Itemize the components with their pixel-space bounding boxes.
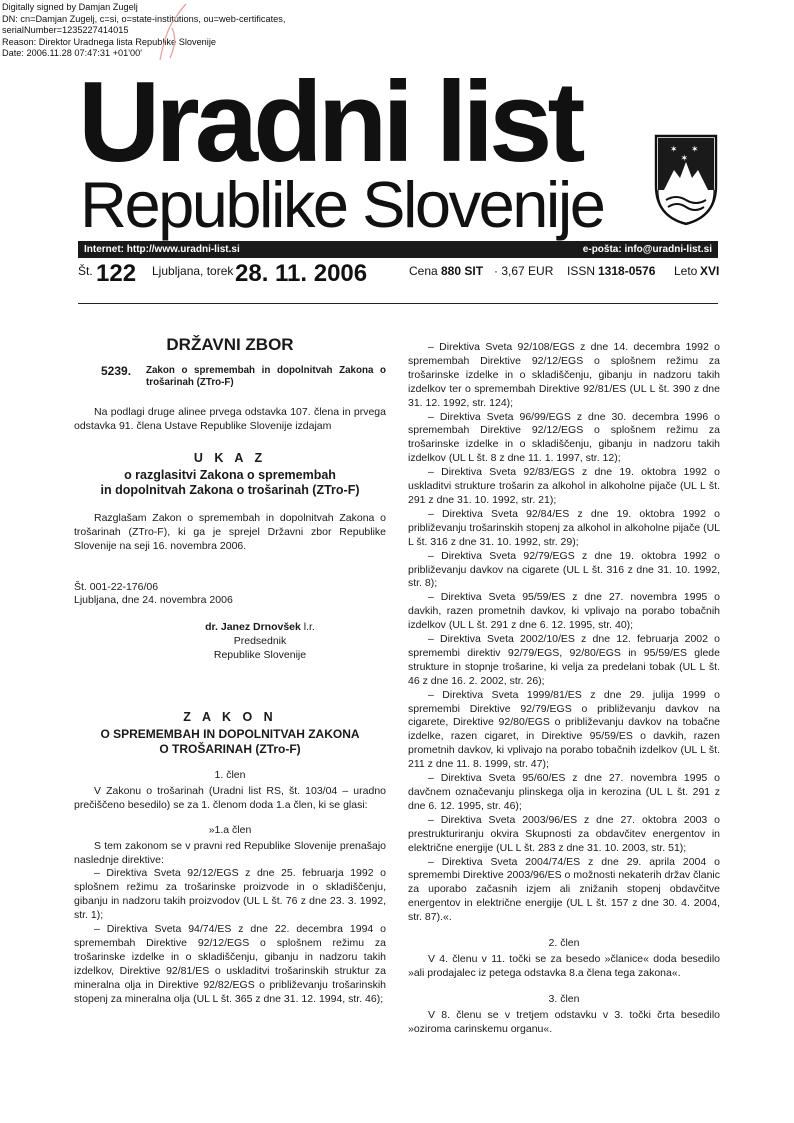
- directive-item: – Direktiva Sveta 92/79/EGS z dne 19. oktobra 1992 o približevanju davkov na cigarete (UL L št. 316 z dne 31. 10. 1992, str. 8);: [408, 549, 720, 590]
- signature-line: serialNumber=1235227414015: [2, 25, 129, 36]
- directive-item: – Direktiva Sveta 1999/81/ES z dne 29. julija 1999 o spremembi Direktive 92/79/EGS o približevanju davkov na cigarete, Direktive 92/80/EGS o približevanju davkov na tobačne izdelke, razen cigaret, in Direktive 95/59/ES o davkih, razen prometnih davkov, ki vplivajo na porabo tobačnih izdelkov (UL L št. 211 z dne 11. 8. 1999, str. 47);: [408, 688, 720, 771]
- signer-suffix: l.r.: [300, 621, 315, 634]
- reference-date: Ljubljana, dne 24. novembra 2006: [74, 594, 233, 607]
- digital-signature: [2, 2, 285, 60]
- right-column: [408, 341, 720, 1037]
- header-divider: [78, 303, 718, 304]
- act-title: Zakon o spremembah in dopolnitvah Zakona o trošarinah (ZTro-F): [146, 364, 386, 388]
- signature-line: DN: cn=Damjan Zugelj, c=si, o=state-institutions, ou=web-certificates,: [2, 13, 286, 24]
- directive-item: – Direktiva Sveta 92/108/EGS z dne 14. decembra 1992 o spremembah Direktive 92/12/EGS o splošnem režimu za trošarinske izdelke in o skladiščenju, gibanju in nadzoru takih izdelkov ter o spremembah Direktive 92/81/ES (UL L št. 390 z dne 31. 12. 1992, str. 124);: [408, 341, 720, 409]
- masthead-title: Uradni list: [78, 59, 581, 186]
- signature-line: Digitally signed by Damjan Zugelj: [2, 2, 138, 12]
- svg-text:✶: ✶: [670, 145, 678, 155]
- directive-item: – Direktiva Sveta 92/83/EGS z dne 19. oktobra 1992 o uskladitvi strukture trošarin za alkohol in alkoholne pijače (UL L št. 291 z dne 31. 10. 1992, str. 21);: [408, 466, 720, 506]
- issue-number: 122: [96, 260, 137, 287]
- signature-line: Date: 2006.11.28 07:47:31 +01'00': [2, 48, 142, 59]
- year-label: Leto: [674, 264, 698, 278]
- email-link[interactable]: e-pošta: info@uradni-list.si: [582, 244, 712, 255]
- year-number: XVI: [700, 264, 720, 278]
- section-title: DRŽAVNI ZBOR: [166, 335, 294, 354]
- svg-text:✶: ✶: [691, 145, 699, 155]
- reference-number: Št. 001-22-176/06: [74, 580, 159, 593]
- article-text: S tem zakonom se v pravni red Republike Slovenije prenašajo naslednje direktive:: [74, 839, 386, 866]
- zakon-subtitle: O SPREMEMBAH IN DOPOLNITVAH ZAKONA: [100, 726, 360, 741]
- issn-label: ISSN: [567, 264, 596, 278]
- issn-number: 1318-0576: [598, 264, 656, 278]
- signature-line: Reason: Direktor Uradnega lista Republike Slovenije: [2, 36, 216, 47]
- website-link[interactable]: Internet: http://www.uradni-list.si: [84, 244, 240, 255]
- issue-place-day: Ljubljana, torek: [152, 264, 234, 278]
- price-sit: 880 SIT: [441, 264, 484, 278]
- signer-name-text: dr. Janez Drnovšek: [205, 621, 301, 634]
- directive-item: – Direktiva Sveta 95/59/ES z dne 27. novembra 1995 o davkih, razen prometnih davkov, ki vplivajo na porabo tobačnih izdelkov (UL L št. 291 z dne 6. 12. 1995, str. 40);: [408, 591, 720, 632]
- svg-text:✶: ✶: [680, 154, 689, 164]
- directive-item: – Direktiva Sveta 96/99/EGS z dne 30. decembra 1996 o spremembah Direktive 92/12/EGS o splošnem režimu za trošarinske izdelke in o skladiščenju, gibanju in nadzoru takih izdelkov (UL L št. 8 z dne 11. 1. 1997, str. 12);: [408, 410, 720, 465]
- article-heading: »1.a člen: [208, 823, 252, 836]
- article-heading: 3. člen: [548, 992, 580, 1005]
- act-number: 5239.: [101, 363, 132, 378]
- article-text: V Zakonu o trošarinah (Uradni list RS, št. 103/04 – uradno prečiščeno besedilo) se za 1. členom doda 1.a člen, ki se glasi:: [74, 784, 386, 811]
- signer-name: [74, 621, 386, 635]
- article-heading: 1. člen: [214, 768, 246, 781]
- signer-organization: Republike Slovenije: [213, 649, 307, 662]
- directive-item: – Direktiva Sveta 92/12/EGS z dne 25. februarja 1992 o splošnem režimu za trošarinske proizvode in o skladiščenju, gibanju in nadzoru takih proizvodov (UL L št. 76 z dne 23. 3. 1992, str. 1);: [74, 867, 386, 922]
- zakon-subtitle: O TROŠARINAH (ZTro-F): [159, 742, 301, 757]
- coat-of-arms-icon: [652, 134, 720, 226]
- ukaz-subtitle: o razglasitvi Zakona o spremembah: [124, 467, 336, 482]
- ukaz-heading: U K A Z: [193, 450, 267, 465]
- directive-item: – Direktiva Sveta 2004/74/ES z dne 29. aprila 2004 o spremembi Direktive 2003/96/ES o možnosti nekaterih držav članic za uporabo začasnih izjem ali znižanih stopenj obdavčitve energentov in električne energije (UL L št. 157 z dne 30. 4. 2004, str. 87).«.: [408, 855, 720, 924]
- article-heading: 2. člen: [548, 937, 580, 950]
- razglasam-paragraph: Razglašam Zakon o spremembah in dopolnitvah Zakona o trošarinah (ZTro-F), ki ga je sprejel Državni zbor Republike Slovenije na seji 16. novembra 2006.: [74, 511, 386, 552]
- issue-label: Št.: [78, 264, 93, 278]
- contact-bar: [78, 241, 718, 258]
- act-heading: [74, 365, 386, 388]
- price-eur: · 3,67 EUR: [494, 264, 554, 278]
- signer-role: Predsednik: [233, 635, 287, 648]
- issue-date: 28. 11. 2006: [235, 260, 368, 287]
- directive-item: – Direktiva Sveta 92/84/ES z dne 19. oktobra 1992 o približevanju trošarinskih stopenj za alkohol in alkoholne pijače (UL L št. 316 z dne 31. 10. 1992, str. 29);: [408, 507, 720, 548]
- directive-item: – Direktiva Sveta 2003/96/ES z dne 27. oktobra 2003 o prestrukturiranju okvira Skupnosti za obdavčitev energentov in električne energije (UL L št. 283 z dne 31. 10. 2003, str. 51);: [408, 813, 720, 854]
- directive-item: – Direktiva Sveta 94/74/ES z dne 22. decembra 1994 o spremembah Direktive 92/12/EGS o splošnem režimu za trošarinske izdelke in o skladiščenju, gibanju in nadzoru takih izdelkov, Direktive 92/81/ES o uskladitvi trošarinskih struktur za mineralna olja in Direktive 92/82/EGS o približevanju trošarinskih stopenj za mineralna olja (UL L št. 365 z dne 31. 12. 1994, str. 46);: [74, 923, 386, 1005]
- article-text: V 4. členu v 11. točki se za besedo »članice« doda besedilo »ali prodajalec iz petega odstavka 8.a člena tega zakona«.: [408, 952, 720, 979]
- left-column: [74, 335, 386, 1006]
- price-label: Cena: [409, 264, 438, 278]
- directive-item: – Direktiva Sveta 2002/10/ES z dne 12. februarja 2002 o spremembi direktiv 92/79/EGS, 92/80/EGS in 95/59/ES glede strukture in stopnje trošarine, ki velja za predelani tobak (UL L št. 46 z dne 16. 2. 2002, str. 26);: [408, 633, 720, 687]
- masthead-subtitle: Republike Slovenije: [80, 168, 604, 241]
- zakon-heading: Z A K O N: [183, 710, 277, 725]
- article-text: V 8. členu se v tretjem odstavku v 3. točki črta besedilo »oziroma carinskemu organu«.: [408, 1008, 720, 1035]
- issue-info-bar: [78, 262, 718, 292]
- intro-paragraph: Na podlagi druge alinee prvega odstavka 107. člena in prvega odstavka 91. člena Ustave Republike Slovenije izdajam: [74, 406, 386, 432]
- directive-item: – Direktiva Sveta 95/60/ES z dne 27. novembra 1995 o davčnem označevanju plinskega olja in kerozina (UL L št. 291 z dne 6. 12. 1995, str. 46);: [408, 772, 720, 812]
- ukaz-subtitle: in dopolnitvah Zakona o trošarinah (ZTro-F): [100, 483, 360, 498]
